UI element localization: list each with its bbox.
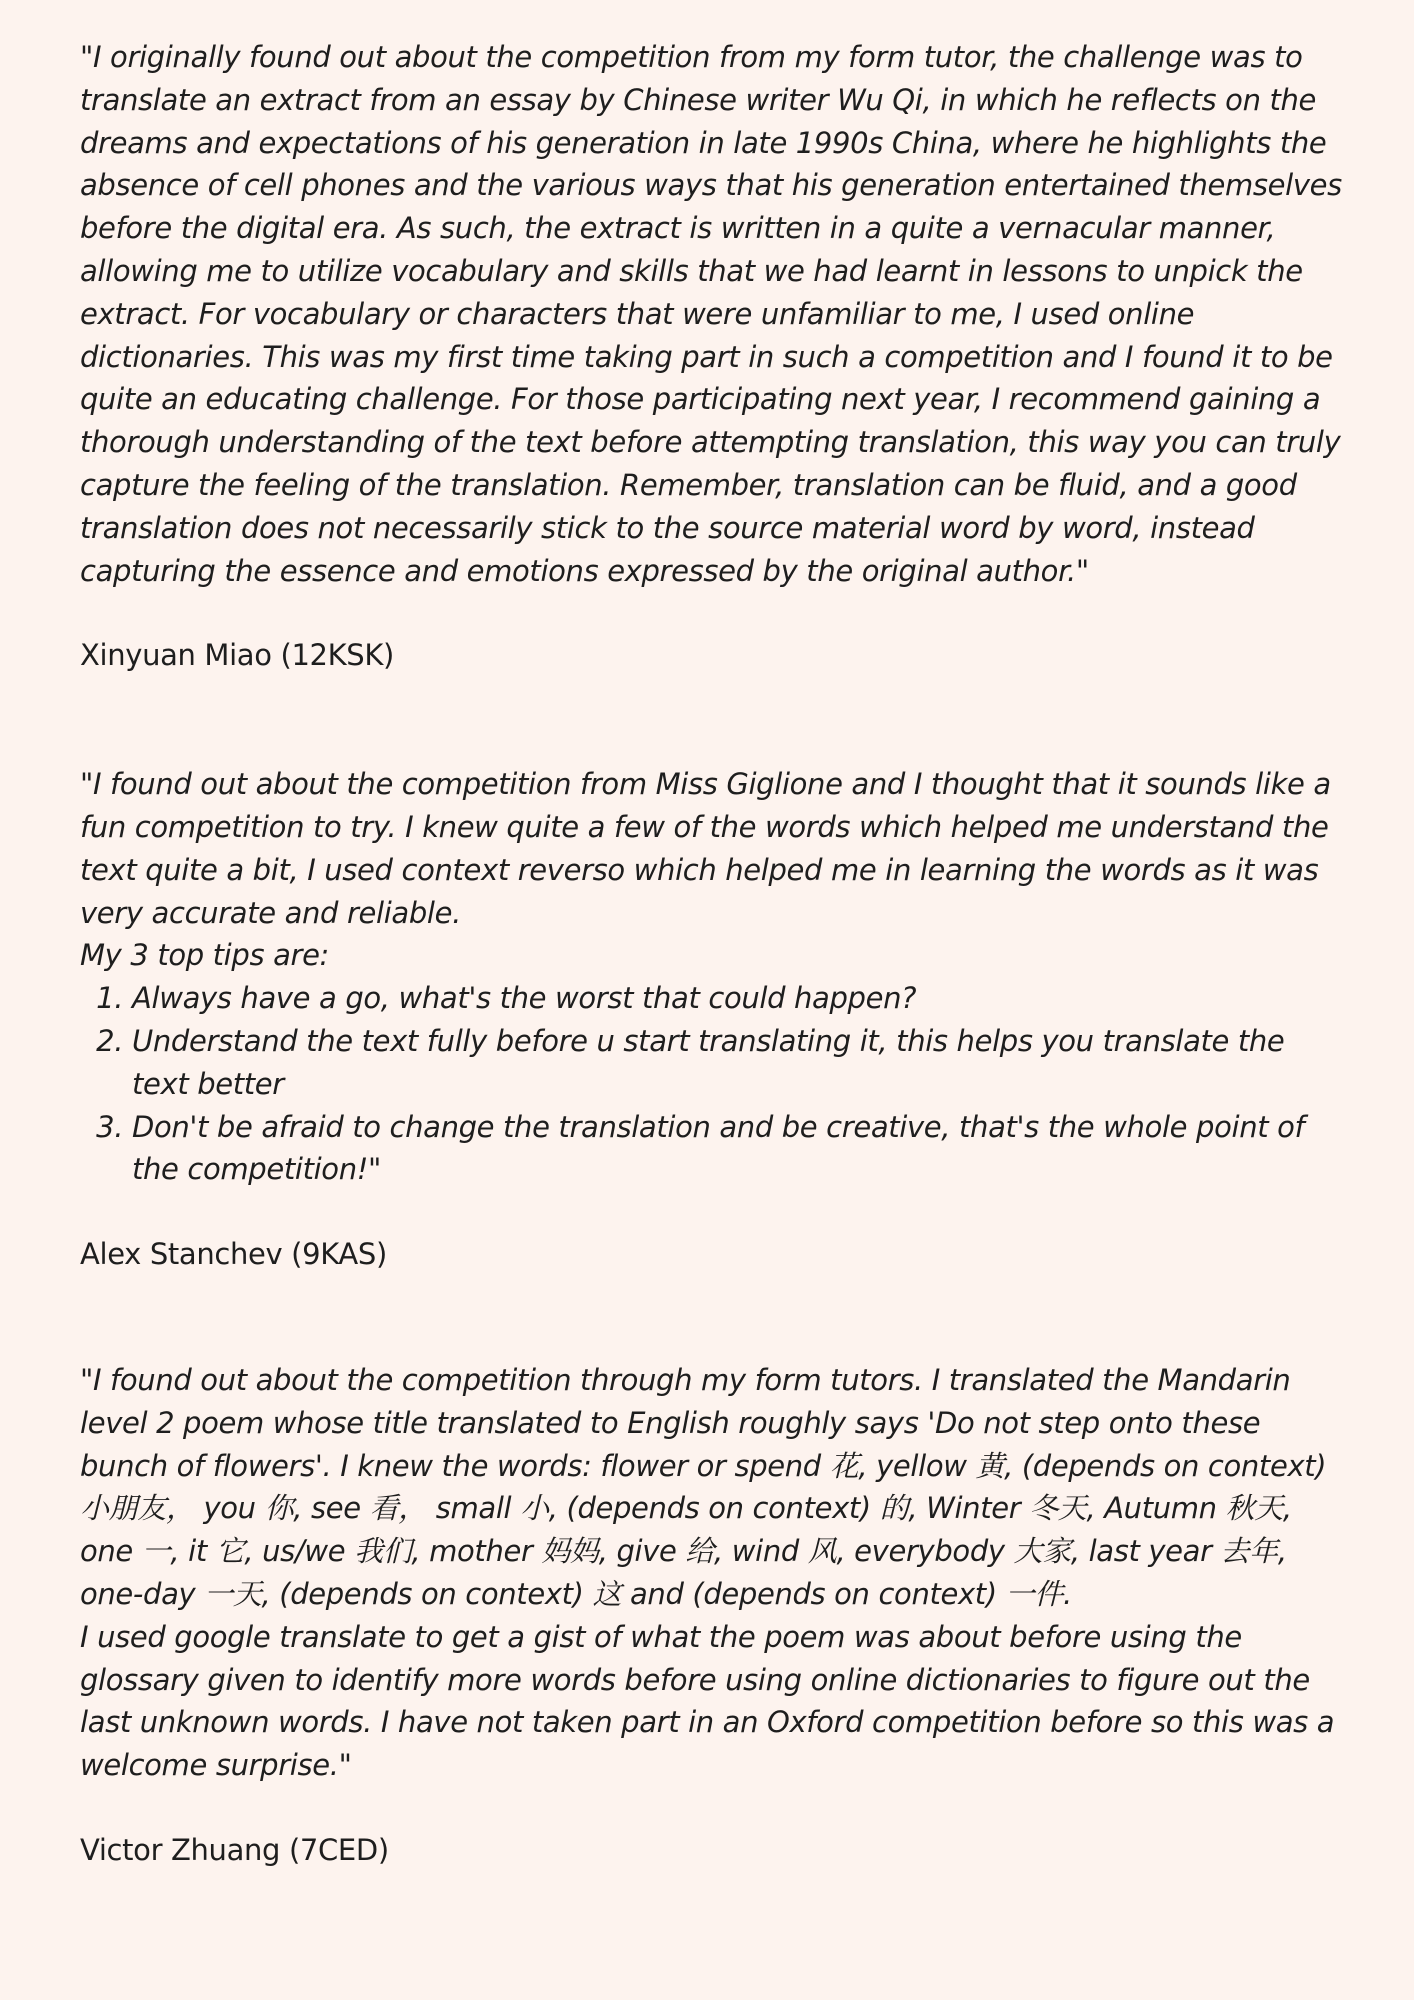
tip-item: 2. Understand the text fully before u start translating it, this helps you translate the text better (132, 1020, 1346, 1106)
tips-list (80, 977, 1346, 1191)
testimonial-author: Victor Zhuang (7CED) (80, 1832, 389, 1867)
quote-paragraph: "I found out about the competition through my form tutors. I translated the Mandarin level 2 poem whose title translated to English roughly says 'Do not step onto these bunch of flowers'. I knew the words: flower or spend 花, yellow 黄, (depends on context) 小朋友， you 你, see 看， small 小, (depends on context) 的, Winter 冬天, Autumn 秋天, one 一, it 它, us/we 我们, mother 妈妈, give 给, wind 风, everybody 大家, last year 去年, one-day 一天, (depends on context) 这 and (depends on context) 一件. (80, 1362, 1327, 1611)
quote-paragraph: "I originally found out about the competition from my form tutor, the challenge was to translate an extract from an essay by Chinese writer Wu Qi, in which he reflects on the dreams and expectations of his generation in late 1990s China, where he highlights the absence of cell phones and the various ways that his generation entertained themselves before the digital era. As such, the extract is written in a quite a vernacular manner, allowing me to utilize vocabulary and skills that we had learnt in lessons to unpick the extract. For vocabulary or characters that were unfamiliar to me, I used online dictionaries. This was my first time taking part in such a competition and I found it to be quite an educating challenge. For those participating next year, I recommend gaining a thorough understanding of the text before attempting translation, this way you can truly capture the feeling of the translation. Remember, translation can be fluid, and a good translation does not necessarily stick to the source material word by word, instead capturing the essence and emotions expressed by the original author." (80, 40, 1342, 588)
testimonial-quote (80, 36, 1346, 592)
testimonial-author: Xinyuan Miao (12KSK) (80, 638, 394, 673)
testimonial-3 (80, 1359, 1346, 1872)
tips-heading: My 3 top tips are: (80, 938, 329, 973)
testimonial-2 (80, 763, 1346, 1276)
testimonial-quote (80, 1359, 1346, 1787)
quote-paragraph: "I found out about the competition from Miss Giglione and I thought that it sounds like a fun competition to try. I knew quite a few of the words which helped me understand the text quite a bit, I used context reverso which helped me in learning the words as it was very accurate and reliable. (80, 767, 1331, 930)
tip-item: 3. Don't be afraid to change the translation and be creative, that's the whole point of the competition!" (132, 1106, 1346, 1192)
quote-paragraph: I used google translate to get a gist of what the poem was about before using the glossary given to identify more words before using online dictionaries to figure out the last unknown words. I have not taken part in an Oxford competition before so this was a welcome surprise." (80, 1619, 1335, 1783)
tip-item: 1. Always have a go, what's the worst that could happen? (132, 977, 1346, 1020)
testimonial-1 (80, 36, 1346, 677)
testimonial-author: Alex Stanchev (9KAS) (80, 1237, 387, 1272)
testimonial-quote (80, 763, 1346, 1191)
